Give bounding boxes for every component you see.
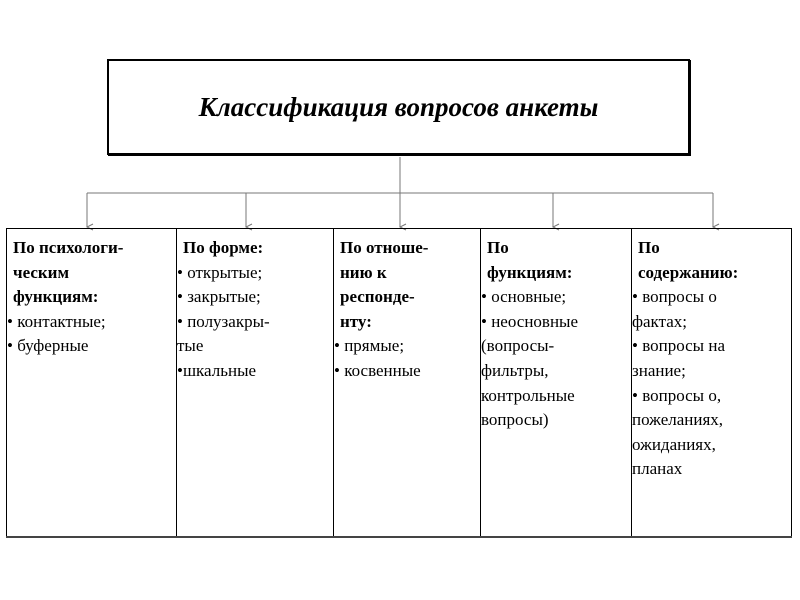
list-item: • неосновные (вопросы- фильтры, контрольные вопросы) — [481, 311, 579, 430]
list-item: •шкальные — [177, 360, 257, 380]
list-item: • вопросы о, пожеланиях, ожиданиях, планах — [632, 385, 724, 479]
list-item: • открытые; — [177, 262, 263, 282]
column-heading: По форме: — [183, 238, 264, 257]
column-heading: По отноше- нию к респонде- нту: — [340, 238, 429, 331]
classification-table — [6, 228, 792, 538]
column-functions — [480, 229, 631, 536]
column-heading: По содержанию: — [638, 238, 739, 282]
list-item: • основные; — [481, 287, 567, 307]
column-heading: По психологи- ческим функциям: — [13, 238, 124, 307]
column-content — [631, 229, 792, 536]
column-heading: По функциям: — [487, 238, 573, 282]
column-form — [176, 229, 333, 536]
list-item: • полузакры- тые — [177, 311, 270, 356]
list-item: • вопросы о фактах; — [632, 287, 717, 331]
list-item: • косвенные — [334, 360, 421, 380]
title-box — [107, 59, 690, 155]
list-item: • буферные — [7, 336, 89, 356]
list-item: • вопросы на знание; — [632, 336, 725, 380]
column-psychological-functions — [6, 229, 176, 536]
list-item: • прямые; — [334, 336, 405, 356]
column-relation-to-respondent — [333, 229, 480, 536]
list-item: • закрытые; — [177, 287, 261, 307]
list-item: • контактные; — [7, 311, 106, 331]
diagram-title: Классификация вопросов анкеты — [198, 91, 599, 122]
